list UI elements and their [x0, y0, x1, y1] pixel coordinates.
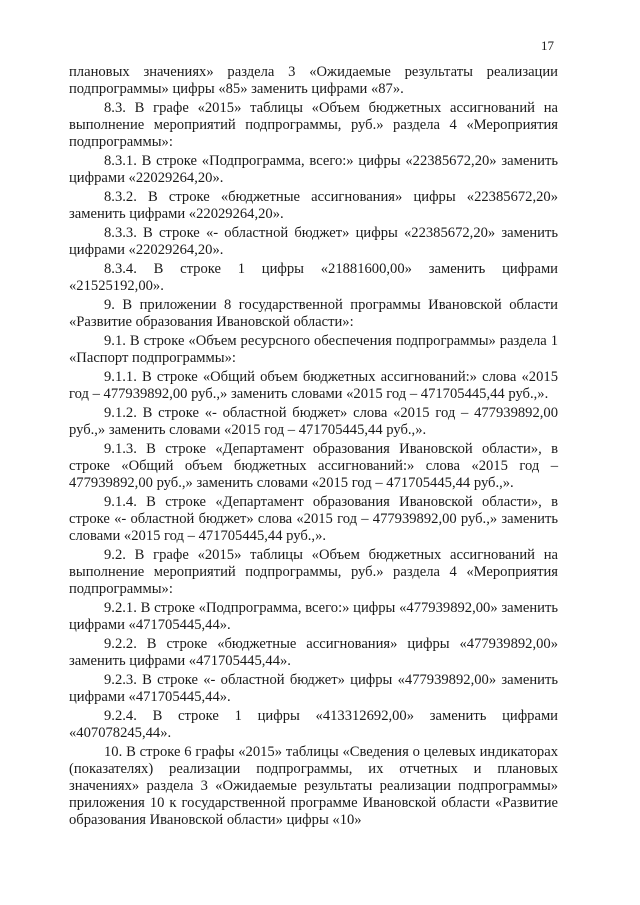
paragraph: 9.2. В графе «2015» таблицы «Объем бюджетных ассигнований на выполнение мероприятий подпрограммы, руб.» раздела 4 «Мероприятия подпрограммы»:	[69, 547, 558, 597]
paragraph: 8.3. В графе «2015» таблицы «Объем бюджетных ассигнований на выполнение мероприятий подпрограммы, руб.» раздела 4 «Мероприятия подпрограммы»:	[69, 100, 558, 150]
paragraph: 9.1.1. В строке «Общий объем бюджетных ассигнований:» слова «2015 год – 477939892,00 руб.,» заменить словами «2015 год – 471705445,44 руб.,».	[69, 369, 558, 402]
paragraph: 9.1.4. В строке «Департамент образования Ивановской области», в строке «- областной бюджет» слова «2015 год – 477939892,00 руб.,» заменить словами «2015 год – 471705445,44 руб.,».	[69, 494, 558, 544]
paragraph: 8.3.4. В строке 1 цифры «21881600,00» заменить цифрами «21525192,00».	[69, 261, 558, 294]
paragraph: 8.3.1. В строке «Подпрограмма, всего:» цифры «22385672,20» заменить цифрами «22029264,20».	[69, 153, 558, 186]
paragraph: 9.2.2. В строке «бюджетные ассигнования» цифры «477939892,00» заменить цифрами «471705445,44».	[69, 636, 558, 669]
document-body	[69, 64, 558, 831]
paragraph: 8.3.2. В строке «бюджетные ассигнования» цифры «22385672,20» заменить цифрами «22029264,20».	[69, 189, 558, 222]
paragraph: плановых значениях» раздела 3 «Ожидаемые результаты реализации подпрограммы» цифры «85» заменить цифрами «87».	[69, 64, 558, 97]
paragraph: 9.1. В строке «Объем ресурсного обеспечения подпрограммы» раздела 1 «Паспорт подпрограммы»:	[69, 333, 558, 366]
paragraph: 9.2.3. В строке «- областной бюджет» цифры «477939892,00» заменить цифрами «471705445,44».	[69, 672, 558, 705]
paragraph: 9. В приложении 8 государственной программы Ивановской области «Развитие образования Ивановской области»:	[69, 297, 558, 330]
paragraph: 9.2.1. В строке «Подпрограмма, всего:» цифры «477939892,00» заменить цифрами «471705445,44».	[69, 600, 558, 633]
paragraph: 10. В строке 6 графы «2015» таблицы «Сведения о целевых индикаторах (показателях) реализации подпрограммы, их отчетных и плановых значениях» раздела 3 «Ожидаемые результаты реализации подпрограммы» приложения 10 к государственной программе Ивановской области «Развитие образования Ивановской области» цифры «10»	[69, 744, 558, 828]
paragraph: 9.2.4. В строке 1 цифры «413312692,00» заменить цифрами «407078245,44».	[69, 708, 558, 741]
paragraph: 9.1.2. В строке «- областной бюджет» слова «2015 год – 477939892,00 руб.,» заменить словами «2015 год – 471705445,44 руб.,».	[69, 405, 558, 438]
page-number: 17	[541, 38, 554, 53]
paragraph: 9.1.3. В строке «Департамент образования Ивановской области», в строке «Общий объем бюджетных ассигнований:» слова «2015 год – 477939892,00 руб.,» заменить словами «2015 год – 471705445,44 руб.,».	[69, 441, 558, 491]
paragraph: 8.3.3. В строке «- областной бюджет» цифры «22385672,20» заменить цифрами «22029264,20».	[69, 225, 558, 258]
